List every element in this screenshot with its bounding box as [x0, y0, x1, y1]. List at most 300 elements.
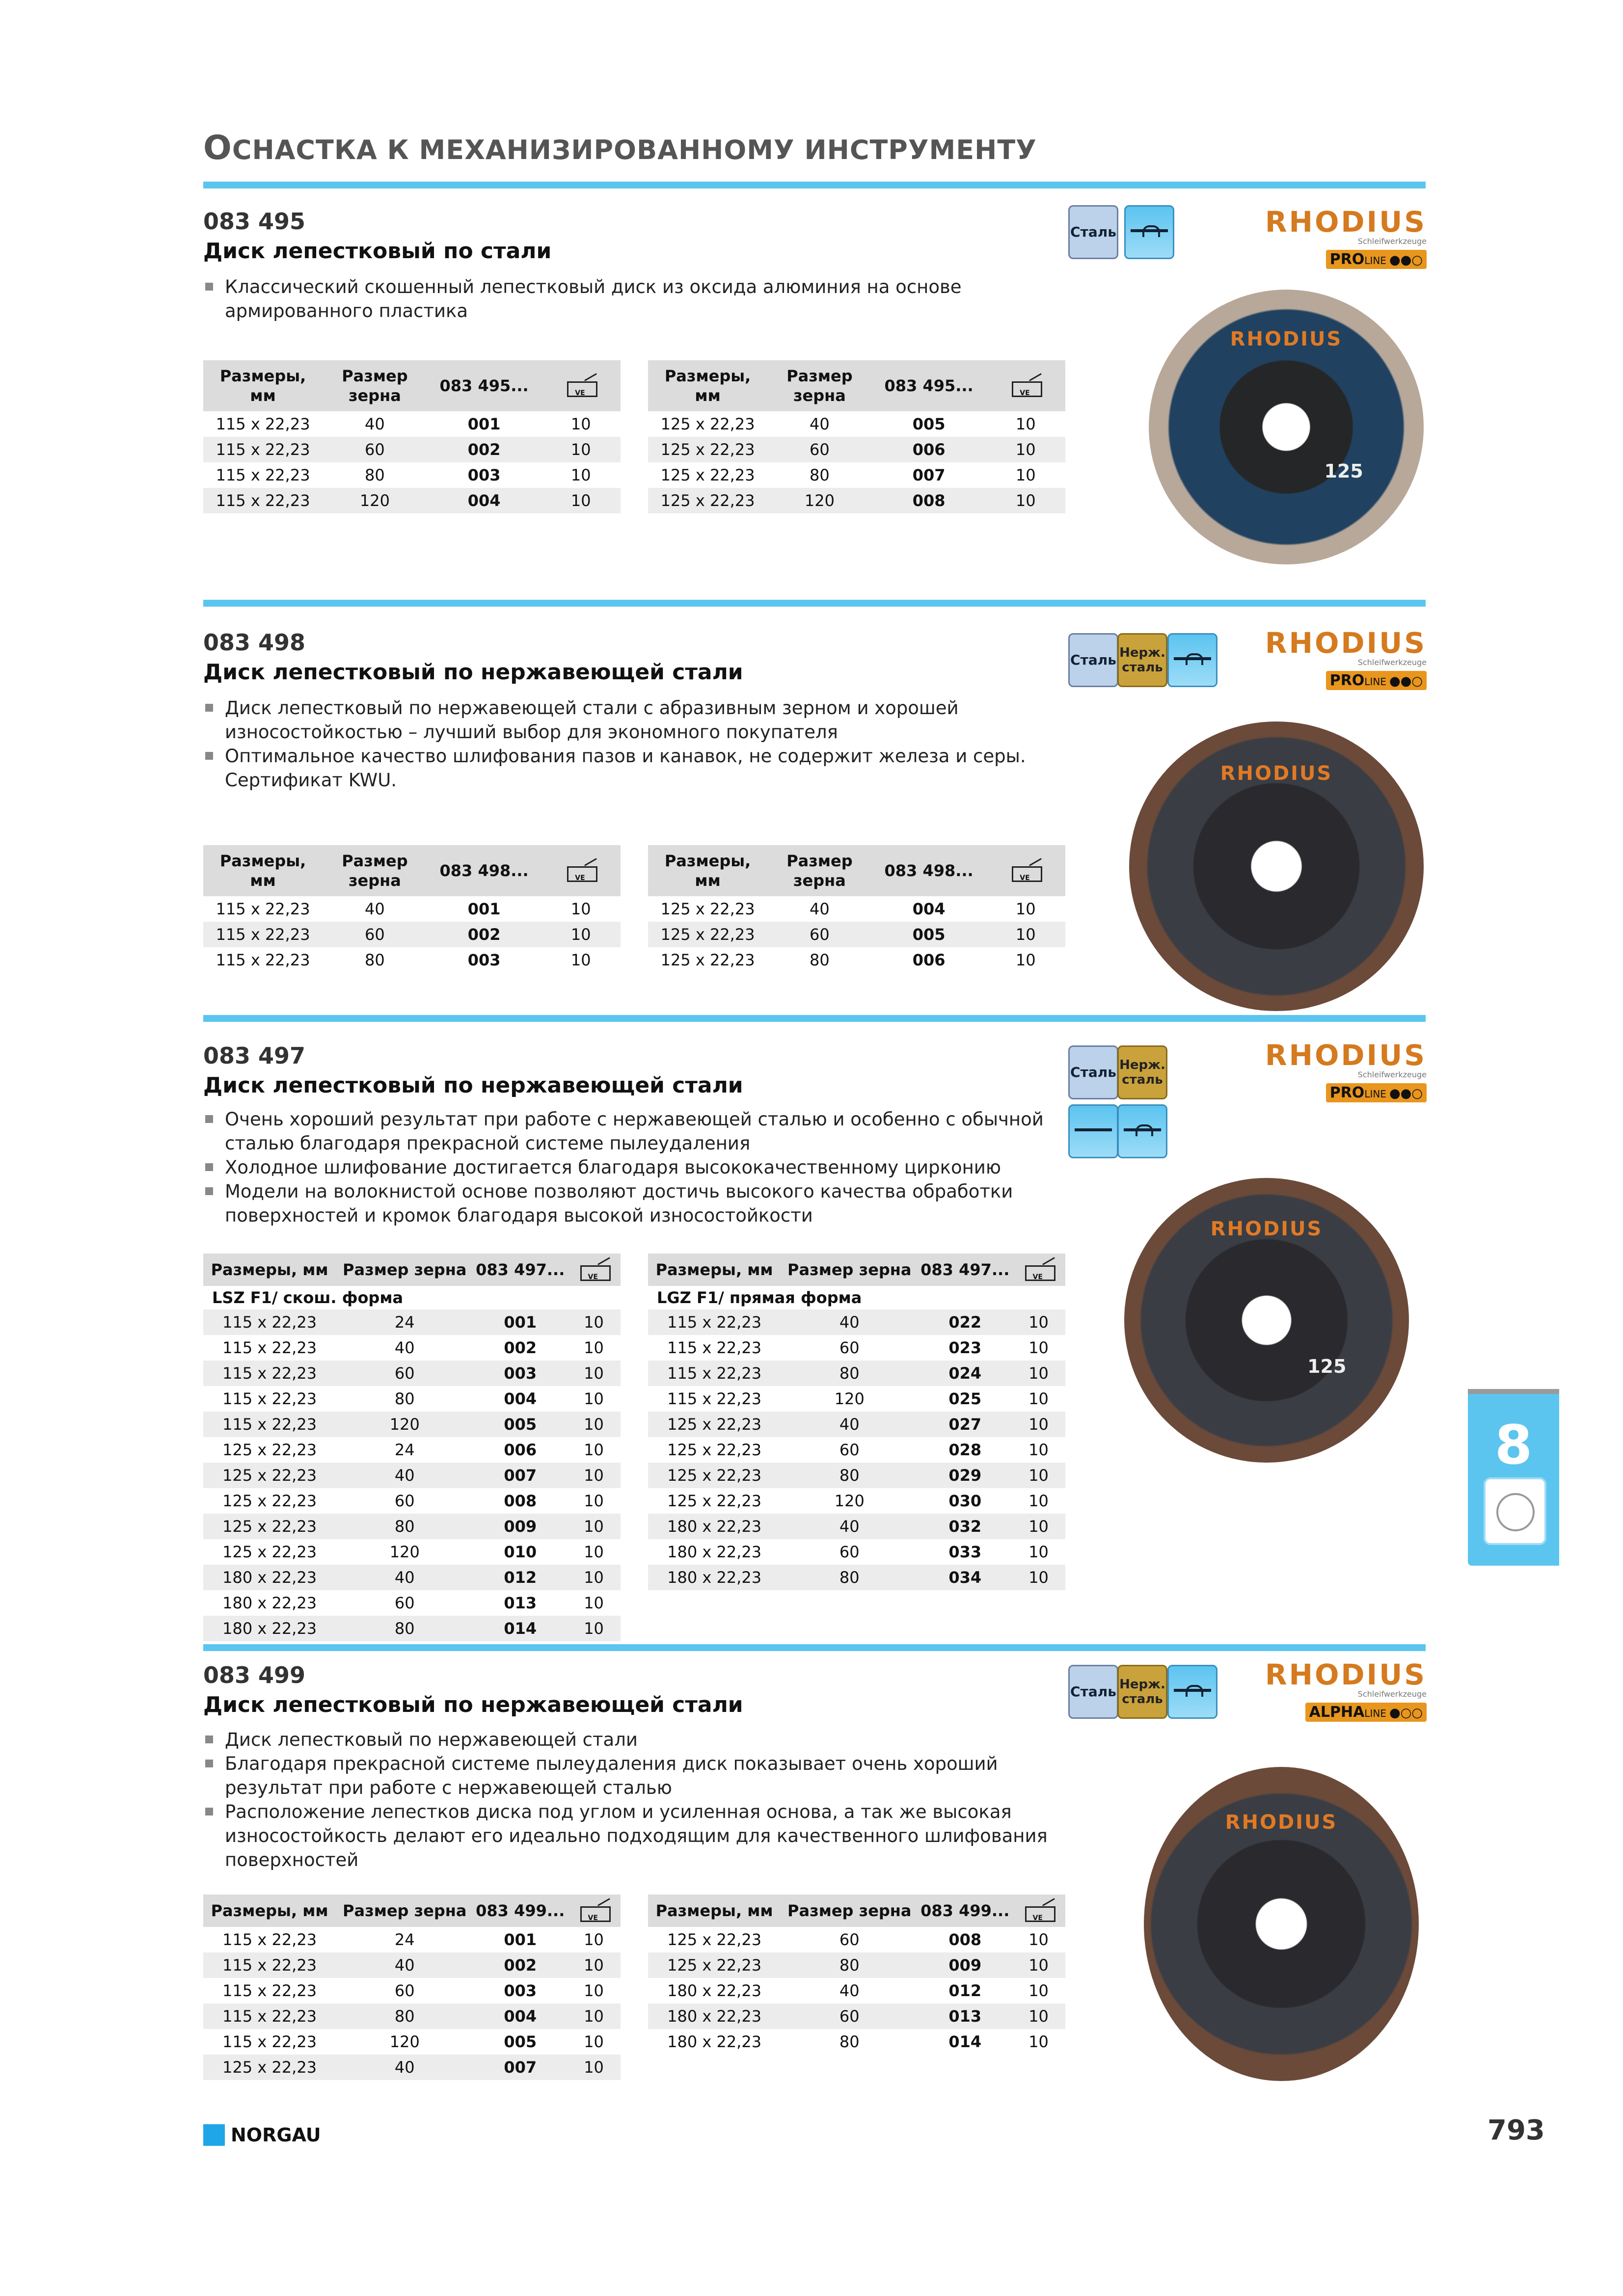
- cell-article: 030: [948, 1492, 982, 1510]
- cell-grain: 80: [839, 2032, 860, 2051]
- cell-size: 125 x 22,23: [203, 1463, 336, 1488]
- table-row: [648, 1565, 1065, 1590]
- product-image: RHODIUS 125: [1124, 1178, 1409, 1463]
- product-title: Диск лепестковый по нержавеющей стали: [203, 1073, 743, 1098]
- product-bullets: [203, 696, 1087, 792]
- col-ve: [1012, 1895, 1065, 1927]
- package-ve-icon: VE: [577, 1260, 611, 1280]
- table-row: [203, 488, 621, 513]
- cell-grain: 120: [389, 2032, 420, 2051]
- cell-article: 024: [918, 1361, 1012, 1386]
- cell-size: 115 x 22,23: [222, 1981, 317, 2000]
- cell-ve: 10: [570, 900, 591, 918]
- cell-size: 125 x 22,23: [222, 1441, 317, 1459]
- cell-article: 005: [912, 415, 946, 433]
- cell-ve: 10: [567, 2003, 621, 2029]
- cell-grain: 40: [781, 1412, 918, 1437]
- col-article: 083 499...: [918, 1895, 1012, 1927]
- inox-badge: Нерж. сталь: [1117, 633, 1167, 687]
- col-size: Размеры, мм: [648, 1254, 781, 1286]
- spec-table-right: [648, 1895, 1065, 2055]
- cell-size: 125 x 22,23: [203, 2055, 336, 2080]
- product-code: 083 497: [203, 1042, 306, 1069]
- cell-ve: 10: [986, 437, 1065, 462]
- cell-grain: 40: [336, 2055, 473, 2080]
- disc-shape-icon: [1117, 1104, 1167, 1158]
- cell-article: 001: [467, 415, 501, 433]
- table-row: [648, 437, 1065, 462]
- cell-grain: 120: [834, 1492, 865, 1510]
- cell-grain: 60: [839, 1930, 860, 1949]
- product-code: 083 499: [203, 1662, 306, 1688]
- cell-ve: 10: [1028, 1441, 1049, 1459]
- spec-table-left: [203, 1895, 621, 2080]
- cell-grain: 40: [810, 415, 830, 433]
- cell-ve: 10: [541, 437, 621, 462]
- cell-ve: 10: [584, 1543, 604, 1561]
- table-row: [203, 1412, 621, 1437]
- table-row: [203, 1514, 621, 1539]
- col-article: 083 498...: [872, 845, 986, 896]
- section-rule: [203, 1644, 1426, 1651]
- cell-article: 003: [473, 1361, 567, 1386]
- col-article: 083 498...: [427, 845, 541, 896]
- cell-size: 115 x 22,23: [203, 922, 323, 947]
- cell-size: 115 x 22,23: [203, 1309, 336, 1335]
- cell-size: 180 x 22,23: [667, 1543, 762, 1561]
- cell-article: 001: [473, 1309, 567, 1335]
- steel-badge: Сталь: [1068, 205, 1118, 259]
- table-row: [203, 1616, 621, 1641]
- cell-ve: 10: [1012, 1952, 1065, 1978]
- cell-ve: 10: [1012, 1309, 1065, 1335]
- cell-grain: 40: [394, 1338, 415, 1357]
- cell-ve: 10: [567, 1952, 621, 1978]
- cell-grain: 120: [336, 1412, 473, 1437]
- table-row: [203, 1952, 621, 1978]
- spec-table-right: [648, 845, 1065, 973]
- package-ve-icon: VE: [1009, 376, 1042, 396]
- cell-article: 005: [504, 2032, 537, 2051]
- col-article: 083 497...: [918, 1254, 1012, 1286]
- product-bullets: [203, 1728, 1087, 1872]
- spec-table-left: [203, 845, 621, 973]
- table-row: [648, 1952, 1065, 1978]
- cell-ve: 10: [584, 2032, 604, 2051]
- cell-size: 180 x 22,23: [648, 2003, 781, 2029]
- cell-article: 004: [427, 488, 541, 513]
- cell-size: 115 x 22,23: [203, 1952, 336, 1978]
- table-subtitle: LGZ F1/ прямая форма: [657, 1288, 862, 1307]
- cell-article: 028: [948, 1441, 982, 1459]
- cell-ve: 10: [986, 488, 1065, 513]
- table-row: [648, 1361, 1065, 1386]
- table-row: [203, 1978, 621, 2003]
- cell-size: 180 x 22,23: [648, 1565, 781, 1590]
- cell-article: 014: [473, 1616, 567, 1641]
- col-size: Размеры, мм: [648, 1895, 781, 1927]
- cell-article: 004: [473, 2003, 567, 2029]
- cell-ve: 10: [1012, 1463, 1065, 1488]
- cell-size: 180 x 22,23: [667, 1981, 762, 2000]
- cell-grain: 80: [781, 1952, 918, 1978]
- cell-size: 115 x 22,23: [222, 2032, 317, 2051]
- cell-ve: 10: [1015, 951, 1036, 969]
- col-size: Размеры, мм: [203, 360, 323, 411]
- norgau-logo-square: [203, 2124, 225, 2146]
- cell-size: 125 x 22,23: [667, 1441, 762, 1459]
- cell-size: 125 x 22,23: [203, 1514, 336, 1539]
- cell-ve: 10: [570, 466, 591, 484]
- cell-article: 007: [912, 466, 946, 484]
- table-row: [648, 1386, 1065, 1412]
- cell-grain: 40: [365, 900, 385, 918]
- table-row: [203, 2029, 621, 2055]
- table-row: [648, 896, 1065, 922]
- cell-article: 032: [918, 1514, 1012, 1539]
- cell-size: 115 x 22,23: [203, 488, 323, 513]
- cell-ve: 10: [584, 1930, 604, 1949]
- cell-article: 022: [918, 1309, 1012, 1335]
- table-row: [203, 1539, 621, 1565]
- table-row: [203, 947, 621, 973]
- cell-grain: 80: [336, 1616, 473, 1641]
- cell-ve: 10: [1028, 1492, 1049, 1510]
- cell-ve: 10: [567, 1361, 621, 1386]
- cell-grain: 60: [839, 1338, 860, 1357]
- cell-ve: 10: [570, 951, 591, 969]
- col-grain: Размер зерна: [781, 1895, 918, 1927]
- cell-ve: 10: [567, 1616, 621, 1641]
- table-row: [648, 947, 1065, 973]
- cell-grain: 120: [389, 1543, 420, 1561]
- cell-article: 023: [948, 1338, 982, 1357]
- cell-ve: 10: [584, 1981, 604, 2000]
- steel-badge: Сталь: [1068, 633, 1118, 687]
- cell-article: 008: [504, 1492, 537, 1510]
- cell-ve: 10: [1012, 1565, 1065, 1590]
- package-ve-icon: VE: [564, 376, 597, 396]
- cell-size: 125 x 22,23: [222, 1543, 317, 1561]
- table-row: [648, 1412, 1065, 1437]
- cell-article: 033: [948, 1543, 982, 1561]
- cell-grain: 80: [394, 1389, 415, 1408]
- cell-article: 007: [473, 1463, 567, 1488]
- cell-size: 125 x 22,23: [648, 1463, 781, 1488]
- cell-size: 125 x 22,23: [648, 1412, 781, 1437]
- cell-article: 002: [473, 1952, 567, 1978]
- disc-shape-icon: [1167, 633, 1217, 687]
- cell-article: 003: [467, 951, 501, 969]
- cell-grain: 24: [336, 1309, 473, 1335]
- cell-grain: 80: [781, 1565, 918, 1590]
- cell-size: 115 x 22,23: [203, 2003, 336, 2029]
- table-row: [648, 2029, 1065, 2055]
- product-title: Диск лепестковый по нержавеющей стали: [203, 1692, 743, 1717]
- cell-size: 125 x 22,23: [660, 900, 755, 918]
- cell-article: 008: [872, 488, 986, 513]
- cell-grain: 80: [781, 1463, 918, 1488]
- cell-size: 115 x 22,23: [216, 466, 310, 484]
- table-row: [648, 1309, 1065, 1335]
- cell-grain: 80: [336, 1514, 473, 1539]
- disc-shape-icon: [1124, 205, 1174, 259]
- cell-size: 125 x 22,23: [648, 488, 767, 513]
- cell-grain: 60: [336, 1361, 473, 1386]
- cell-size: 115 x 22,23: [203, 437, 323, 462]
- col-article: 083 497...: [473, 1254, 567, 1286]
- cell-article: 008: [948, 1930, 982, 1949]
- product-title: Диск лепестковый по стали: [203, 239, 552, 264]
- cell-size: 180 x 22,23: [203, 1565, 336, 1590]
- cell-size: 125 x 22,23: [648, 922, 767, 947]
- bullet-item: Расположение лепестков диска под углом и усиленная основа, а так же высокая износостойкость делают его идеально подходящим для качественного шлифования поверхностей: [203, 1800, 1087, 1872]
- cell-grain: 80: [336, 2003, 473, 2029]
- page-number: 793: [1488, 2114, 1545, 2146]
- section-rule: [203, 1015, 1426, 1022]
- cell-grain: 60: [394, 1492, 415, 1510]
- col-ve: [986, 845, 1065, 896]
- cell-size: 115 x 22,23: [216, 415, 310, 433]
- table-row: [203, 1335, 621, 1361]
- cell-ve: 10: [541, 922, 621, 947]
- cell-article: 012: [473, 1565, 567, 1590]
- table-row: [203, 437, 621, 462]
- bullet-item: Оптимальное качество шлифования пазов и канавок, не содержит железа и серы. Сертификат KWU.: [203, 744, 1087, 792]
- cell-grain: 40: [365, 415, 385, 433]
- chapter-tab-rule: [1468, 1389, 1559, 1394]
- cell-size: 115 x 22,23: [648, 1309, 781, 1335]
- cell-article: 004: [912, 900, 946, 918]
- table-row: [203, 896, 621, 922]
- table-row: [203, 1565, 621, 1590]
- product-code: 083 498: [203, 629, 306, 656]
- cell-size: 115 x 22,23: [203, 1361, 336, 1386]
- cell-article: 006: [872, 437, 986, 462]
- product-bullets: [203, 275, 1087, 323]
- cell-grain: 60: [394, 1981, 415, 2000]
- col-grain: Размер зерна: [336, 1254, 473, 1286]
- cell-ve: 10: [584, 1338, 604, 1357]
- table-row: [648, 1488, 1065, 1514]
- cell-size: 180 x 22,23: [667, 2032, 762, 2051]
- table-row: [203, 1590, 621, 1616]
- product-image: RHODIUS: [1144, 1767, 1419, 2081]
- cell-ve: 10: [541, 488, 621, 513]
- cell-grain: 24: [394, 1930, 415, 1949]
- cell-ve: 10: [1015, 466, 1036, 484]
- cell-grain: 40: [781, 1514, 918, 1539]
- col-grain: Размер зерна: [336, 1895, 473, 1927]
- col-ve: [541, 360, 621, 411]
- cell-article: 001: [504, 1930, 537, 1949]
- bullet-item: Благодаря прекрасной системе пылеудаления диск показывает очень хороший результат при работе с нержавеющей сталью: [203, 1752, 1087, 1800]
- cell-ve: 10: [1028, 1981, 1049, 2000]
- rhodius-logo: RHODIUS Schleifwerkzeuge PROLINE ●●○: [1265, 205, 1427, 268]
- col-size: Размеры, мм: [203, 1254, 336, 1286]
- rhodius-logo: RHODIUS Schleifwerkzeuge PROLINE ●●○: [1265, 1039, 1427, 1101]
- cell-article: 006: [912, 951, 946, 969]
- chapter-number: 8: [1494, 1414, 1533, 1476]
- table-row: [648, 1514, 1065, 1539]
- cell-ve: 10: [1012, 1412, 1065, 1437]
- cell-article: 006: [504, 1441, 537, 1459]
- spec-table-right: [648, 360, 1065, 513]
- cell-size: 115 x 22,23: [667, 1338, 762, 1357]
- cell-ve: 10: [567, 1309, 621, 1335]
- cell-size: 125 x 22,23: [660, 415, 755, 433]
- package-ve-icon: VE: [564, 861, 597, 881]
- product-bullets: [203, 1107, 1087, 1228]
- cell-article: 027: [918, 1412, 1012, 1437]
- table-row: [203, 1463, 621, 1488]
- cell-ve: 10: [1028, 1338, 1049, 1357]
- cell-article: 007: [473, 2055, 567, 2080]
- cell-size: 125 x 22,23: [660, 951, 755, 969]
- cell-grain: 120: [323, 488, 427, 513]
- cell-size: 125 x 22,23: [660, 466, 755, 484]
- cell-article: 013: [918, 2003, 1012, 2029]
- section-rule: [203, 600, 1426, 607]
- col-grain: Размер зерна: [781, 1254, 918, 1286]
- cell-article: 014: [948, 2032, 982, 2051]
- cell-grain: 80: [365, 466, 385, 484]
- cell-grain: 80: [781, 1361, 918, 1386]
- product-code: 083 495: [203, 208, 306, 235]
- cell-article: 003: [467, 466, 501, 484]
- spec-table-left: [203, 1254, 621, 1641]
- cell-ve: 10: [1012, 2003, 1065, 2029]
- table-row: [203, 2003, 621, 2029]
- cell-ve: 10: [567, 1463, 621, 1488]
- cell-grain: 24: [394, 1441, 415, 1459]
- table-row: [648, 1437, 1065, 1463]
- table-row: [648, 411, 1065, 437]
- cell-article: 002: [504, 1338, 537, 1357]
- table-row: [648, 1463, 1065, 1488]
- cell-article: 013: [504, 1594, 537, 1612]
- table-row: [203, 1927, 621, 1952]
- cell-size: 180 x 22,23: [222, 1594, 317, 1612]
- table-row: [203, 1488, 621, 1514]
- product-image: RHODIUS: [1129, 721, 1424, 1011]
- chapter-tab[interactable]: [1468, 1389, 1559, 1566]
- cell-ve: 10: [567, 1412, 621, 1437]
- cell-article: 003: [504, 1981, 537, 2000]
- col-size: Размеры, мм: [203, 1895, 336, 1927]
- package-ve-icon: VE: [1022, 1901, 1055, 1921]
- table-row: [203, 2055, 621, 2080]
- col-ve: [541, 845, 621, 896]
- cell-article: 002: [427, 922, 541, 947]
- cell-article: 004: [504, 1389, 537, 1408]
- cell-grain: 120: [767, 488, 872, 513]
- cell-grain: 80: [365, 951, 385, 969]
- col-ve: [567, 1895, 621, 1927]
- steel-badge: Сталь: [1068, 1665, 1118, 1719]
- table-row: [203, 1309, 621, 1335]
- cell-grain: 60: [839, 1441, 860, 1459]
- col-size: Размеры, мм: [203, 845, 323, 896]
- cell-ve: 10: [567, 2055, 621, 2080]
- cell-ve: 10: [584, 1441, 604, 1459]
- cell-grain: 80: [810, 466, 830, 484]
- rhodius-logo: RHODIUS Schleifwerkzeuge ALPHALINE ●○○: [1265, 1658, 1427, 1721]
- cell-ve: 10: [570, 415, 591, 433]
- alphaline-badge: ALPHALINE ●○○: [1305, 1703, 1427, 1722]
- cell-article: 034: [918, 1565, 1012, 1590]
- package-ve-icon: VE: [1009, 861, 1042, 881]
- package-ve-icon: VE: [577, 1901, 611, 1921]
- col-article: 083 499...: [473, 1895, 567, 1927]
- col-grain: Размер зерна: [767, 360, 872, 411]
- cell-grain: 40: [810, 900, 830, 918]
- cell-size: 115 x 22,23: [216, 900, 310, 918]
- cell-size: 115 x 22,23: [222, 1389, 317, 1408]
- cell-article: 029: [918, 1463, 1012, 1488]
- cell-size: 180 x 22,23: [648, 1514, 781, 1539]
- cell-grain: 60: [767, 922, 872, 947]
- cell-size: 125 x 22,23: [648, 437, 767, 462]
- cell-grain: 40: [781, 1309, 918, 1335]
- col-article: 083 495...: [872, 360, 986, 411]
- cell-grain: 60: [323, 437, 427, 462]
- cell-grain: 40: [336, 1565, 473, 1590]
- table-row: [203, 1361, 621, 1386]
- col-grain: Размер зерна: [323, 360, 427, 411]
- cell-ve: 10: [567, 1565, 621, 1590]
- cell-size: 125 x 22,23: [667, 1492, 762, 1510]
- cell-article: 025: [948, 1389, 982, 1408]
- table-row: [648, 1978, 1065, 2003]
- cell-grain: 60: [839, 1543, 860, 1561]
- product-image: RHODIUS 125: [1149, 290, 1424, 564]
- norgau-logo: NORGAU: [203, 2124, 321, 2146]
- table-row: [648, 1335, 1065, 1361]
- table-row: [203, 1386, 621, 1412]
- bullet-item: Диск лепестковый по нержавеющей стали: [203, 1728, 1087, 1752]
- cell-grain: 60: [767, 437, 872, 462]
- cell-grain: 40: [839, 1981, 860, 2000]
- cell-size: 125 x 22,23: [222, 1492, 317, 1510]
- cell-size: 125 x 22,23: [667, 1930, 762, 1949]
- section-rule: [203, 182, 1426, 188]
- cell-size: 115 x 22,23: [667, 1389, 762, 1408]
- col-ve: [986, 360, 1065, 411]
- steel-badge: Сталь: [1068, 1045, 1118, 1099]
- proline-badge: PROLINE ●●○: [1326, 1083, 1427, 1102]
- cell-article: 009: [918, 1952, 1012, 1978]
- cell-article: 009: [473, 1514, 567, 1539]
- cell-ve: 10: [1028, 1389, 1049, 1408]
- spec-table-left: [203, 360, 621, 513]
- disc-shape-icon: [1167, 1665, 1217, 1719]
- table-row: [648, 1539, 1065, 1565]
- table-row: [648, 2003, 1065, 2029]
- col-article: 083 495...: [427, 360, 541, 411]
- cell-ve: 10: [1015, 900, 1036, 918]
- cell-ve: 10: [584, 1492, 604, 1510]
- cell-grain: 60: [394, 1594, 415, 1612]
- table-row: [648, 462, 1065, 488]
- cell-ve: 10: [567, 1514, 621, 1539]
- cell-article: 005: [872, 922, 986, 947]
- col-size: Размеры, мм: [648, 360, 767, 411]
- bullet-item: Очень хороший результат при работе с нержавеющей сталью и особенно с обычной сталью благодаря прекрасной системе пылеудаления: [203, 1107, 1087, 1155]
- disc-flat-shape-icon: [1068, 1104, 1118, 1158]
- col-ve: [567, 1254, 621, 1286]
- bullet-item: Классический скошенный лепестковый диск из оксида алюминия на основе армированного пластика: [203, 275, 1087, 323]
